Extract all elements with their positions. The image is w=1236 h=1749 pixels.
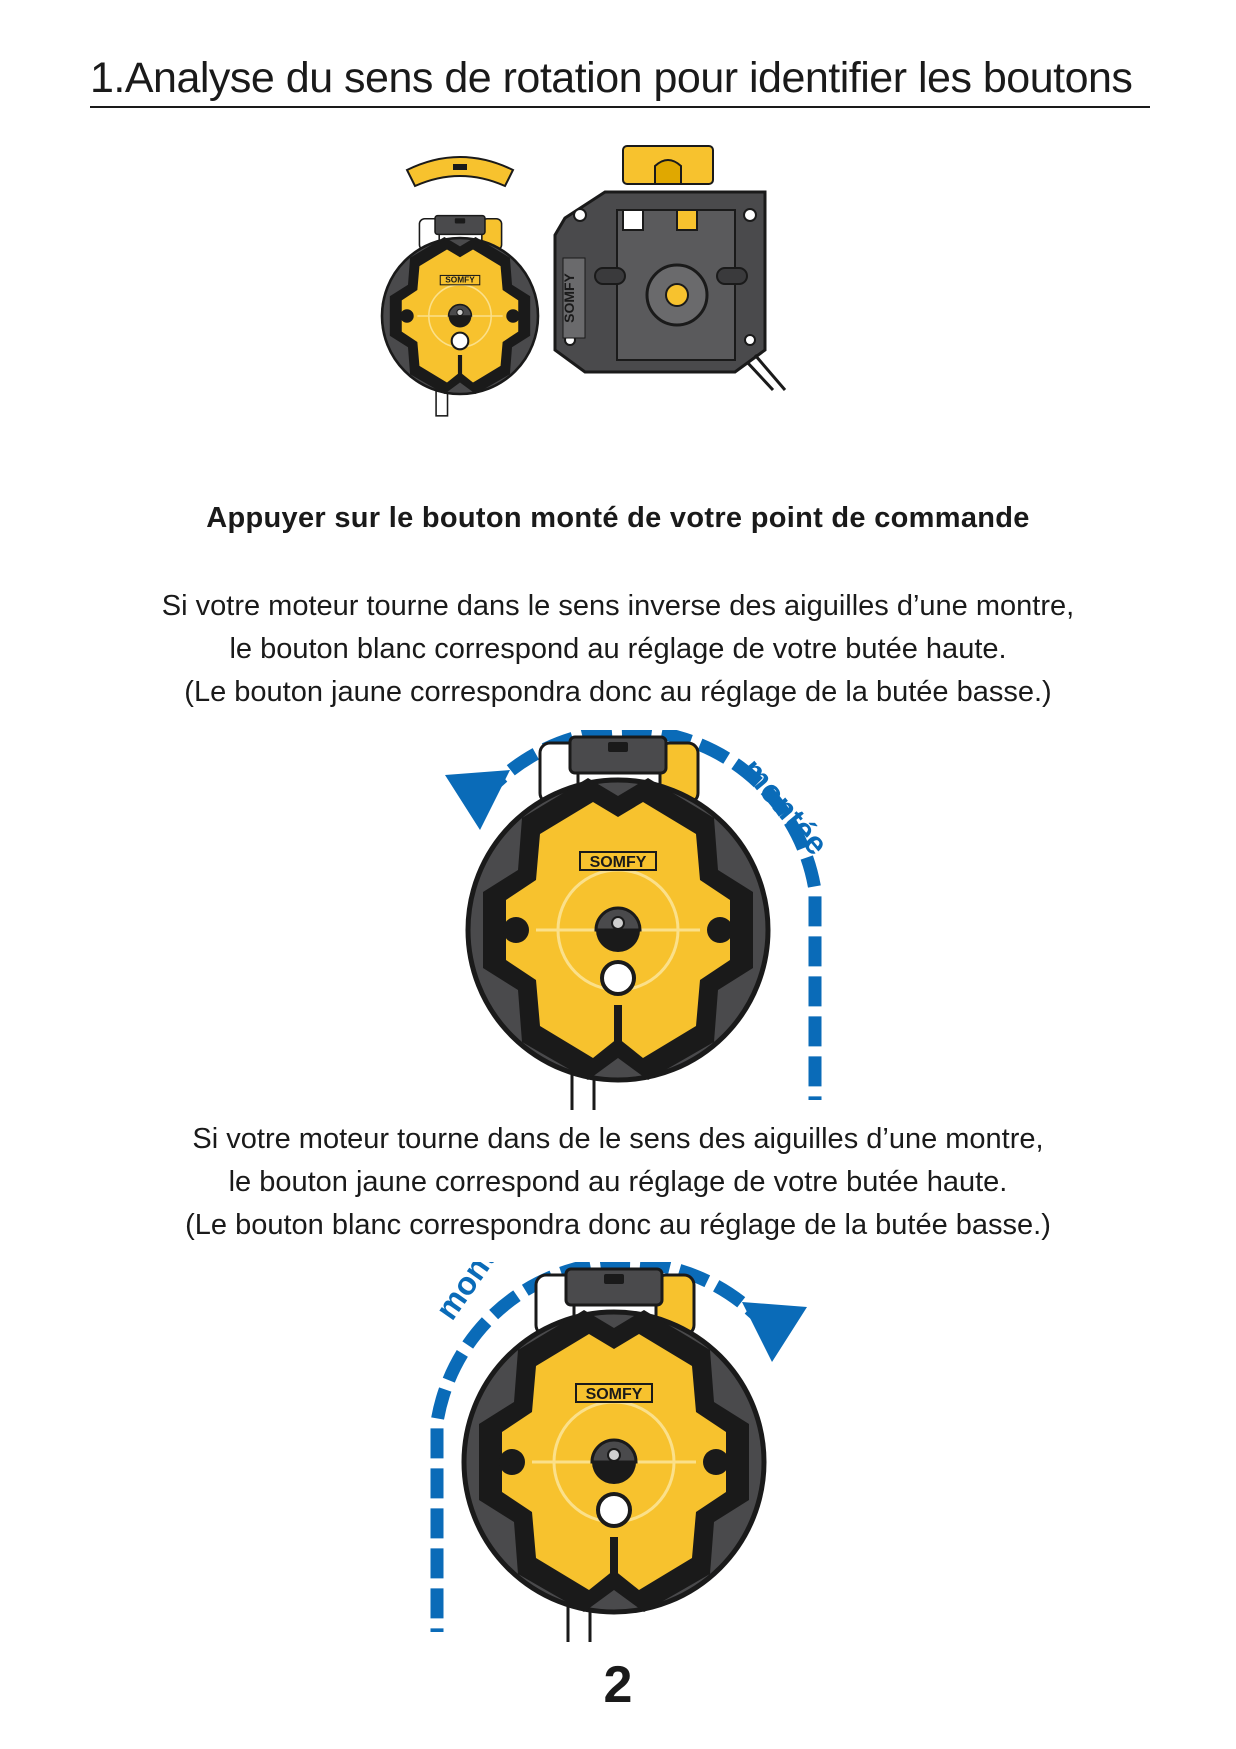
svg-text:SOMFY: SOMFY [561,273,577,323]
rotation-diagram-counter-clockwise [430,730,860,1115]
paragraph-line: Si votre moteur tourne dans le sens inverse des aiguilles d’une montre, [161,590,1075,622]
yellow-block-icon [623,146,713,184]
arrow-label: montée [734,751,836,862]
paragraph-counter-clockwise [0,585,1236,714]
instruction-text: Appuyer sur le bouton monté de votre point de commande [206,502,1030,534]
motor-front-view [382,216,538,416]
svg-text:SOMFY: SOMFY [445,274,475,285]
rotation-diagram-clockwise [392,1262,822,1647]
paragraph-line: (Le bouton jaune correspondra donc au réglage de la butée basse.) [184,676,1052,708]
paragraph-line: le bouton blanc correspond au réglage de votre butée haute. [229,633,1007,665]
svg-text:SOMFY: SOMFY [585,1386,643,1403]
motor-head [468,737,768,1110]
arrow-label: montée [428,1262,524,1327]
motor-side-view [555,192,785,390]
page-title: 1.Analyse du sens de rotation pour identifier les boutons [90,52,1150,108]
cap-piece-icon [407,157,513,186]
svg-text:SOMFY: SOMFY [589,854,647,871]
paragraph-line: Si votre moteur tourne dans de le sens des aiguilles d’une montre, [192,1123,1044,1155]
page-number: 2 [603,1656,633,1714]
paragraph-clockwise [0,1118,1236,1247]
paragraph-line: (Le bouton blanc correspondra donc au réglage de la butée basse.) [185,1209,1051,1241]
motor-views-illustration [355,140,875,445]
paragraph-line: le bouton jaune correspond au réglage de votre butée haute. [228,1166,1008,1198]
motor-head [464,1269,764,1642]
